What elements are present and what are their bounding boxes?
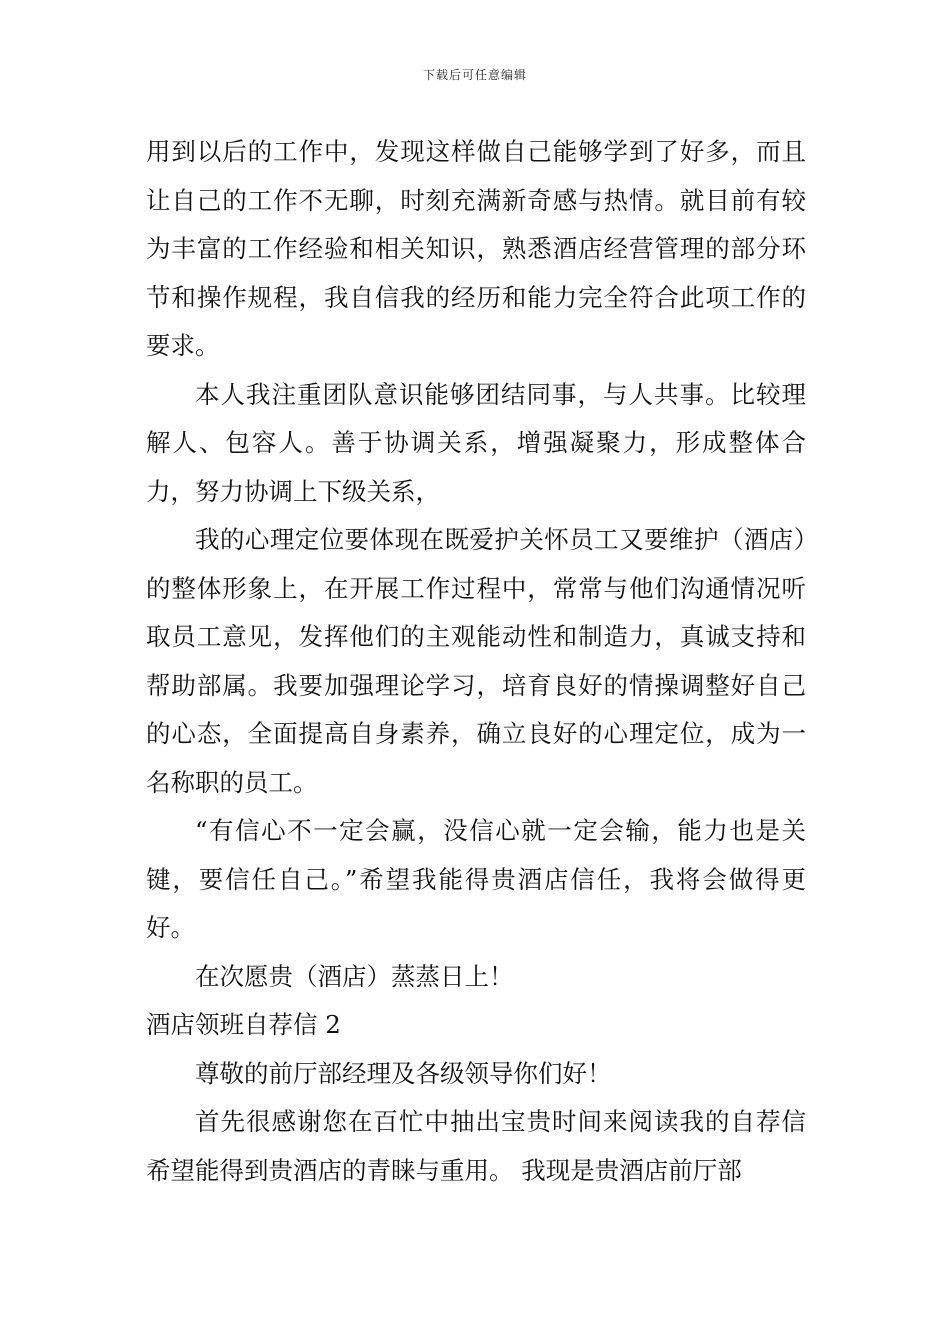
paragraph-7: 首先很感谢您在百忙中抽出宝贵时间来阅读我的自荐信希望能得到贵酒店的青睐与重用。 我现是贵酒店前厅部 (146, 1107, 806, 1185)
paragraph-4: “有信心不一定会赢，没信心就一定会输，能力也是关键，要信任自己。”希望我能得贵酒店信任，我将会做得更好。 (146, 816, 806, 942)
document-body (146, 128, 806, 1195)
paragraph-3: 我的心理定位要体现在既爱护关怀员工又要维护（酒店）的整体形象上，在开展工作过程中，常常与他们沟通情况听取员工意见，发挥他们的主观能动性和制造力，真诚支持和帮助部属。我要加强理论学习，培育良好的情操调整好自己的心态，全面提高自身素养，确立良好的心理定位，成为一名称职的员工。 (146, 525, 806, 797)
paragraph-5: 在次愿贵（酒店）蒸蒸日上！ (195, 961, 514, 991)
salutation: 尊敬的前厅部经理及各级领导你们好！ (195, 1058, 612, 1088)
paragraph-2: 本人我注重团队意识能够团结同事，与人共事。比较理解人、包容人。善于协调关系，增强凝聚力，形成整体合力，努力协调上下级关系， (146, 379, 806, 506)
paragraph-1: 用到以后的工作中，发现这样做自己能够学到了好多，而且让自己的工作不无聊，时刻充满新奇感与热情。就目前有较为丰富的工作经验和相关知识，熟悉酒店经营管理的部分环节和操作规程，我自信我的经历和能力完全符合此项工作的要求。 (146, 137, 806, 360)
section-heading: 酒店领班自荐信 2 (146, 1010, 341, 1039)
header-note: 下载后可任意编辑 (422, 68, 527, 82)
